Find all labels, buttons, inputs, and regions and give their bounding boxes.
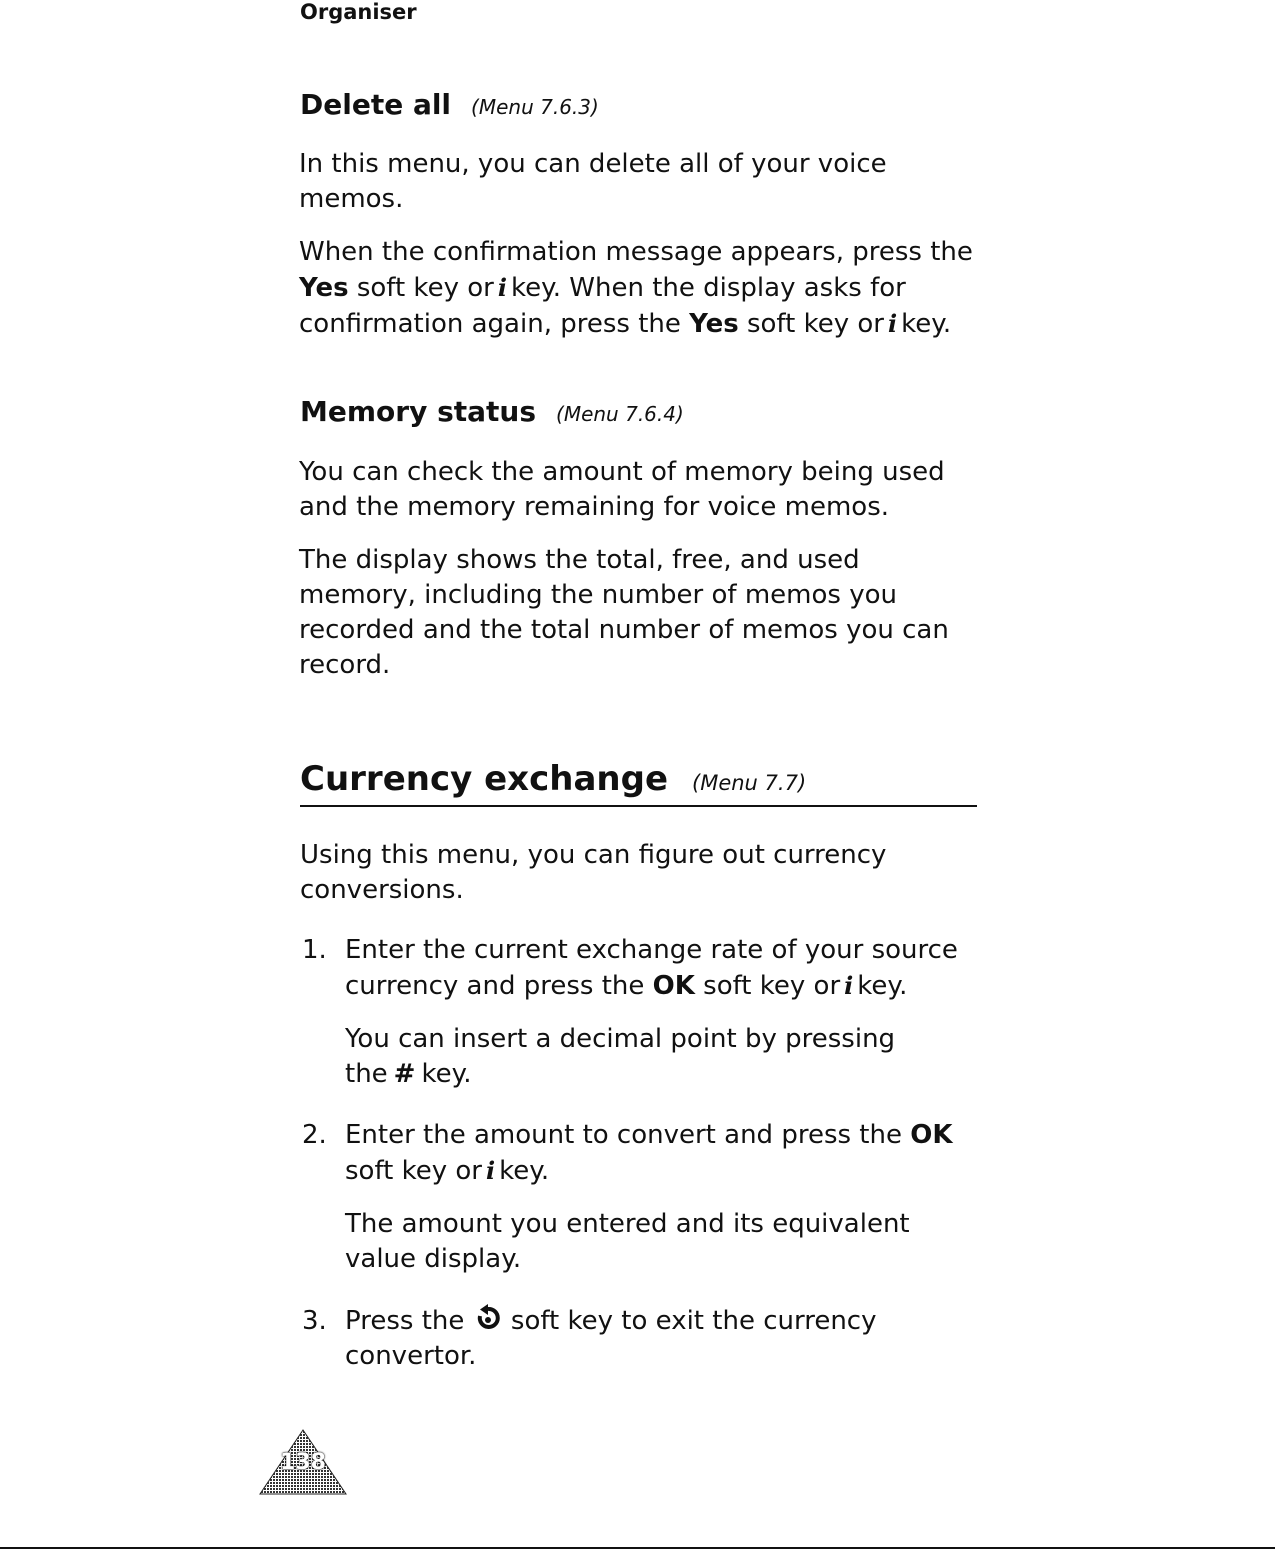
page-number: 138: [280, 1450, 326, 1475]
step-2-note: The amount you entered and its equivalent value display.: [345, 1209, 910, 1274]
delete-all-para-2: When the confirmation message appears, press the Yes soft key or i key. When the display asks for confirmation again, press the Yes soft key or i key.: [299, 237, 973, 339]
hash-key-icon: #: [393, 1059, 416, 1089]
i-key-icon: i: [497, 273, 507, 302]
memory-status-title: Memory status: [300, 395, 537, 428]
back-key-icon: [475, 1304, 501, 1332]
step-number: 3.: [302, 1306, 327, 1336]
ok-softkey-label: OK: [652, 971, 695, 1001]
i-key-icon: i: [844, 971, 854, 1000]
currency-exchange-title: Currency exchange: [300, 759, 669, 799]
step-1-text: Enter the current exchange rate of your source currency and press the OK soft key or i key.: [345, 935, 958, 1001]
section-rule: [300, 805, 977, 807]
i-key-icon: i: [485, 1156, 496, 1185]
currency-exchange-heading: [300, 759, 806, 799]
step-3-text: Press the soft key to exit the currency convertor.: [345, 1306, 877, 1371]
memory-status-menu-ref: (Menu 7.6.4): [556, 402, 684, 426]
currency-exchange-menu-ref: (Menu 7.7): [692, 771, 807, 795]
delete-all-menu-ref: (Menu 7.6.3): [471, 95, 599, 119]
step-number: 1.: [302, 935, 327, 965]
memory-status-heading: [300, 395, 684, 428]
yes-softkey-label: Yes: [689, 309, 739, 339]
step-number: 2.: [302, 1120, 327, 1150]
i-key-icon: i: [887, 309, 898, 338]
currency-exchange-intro: Using this menu, you can figure out currency conversions.: [300, 840, 887, 905]
step-1-note: You can insert a decimal point by pressing the # key.: [345, 1024, 896, 1089]
delete-all-title: Delete all: [300, 88, 452, 121]
delete-all-heading: [300, 88, 599, 121]
delete-all-para-1: In this menu, you can delete all of your voice memos.: [299, 149, 887, 214]
memory-status-para-2: The display shows the total, free, and used memory, including the number of memos you recorded and the total number of memos you can record.: [299, 545, 949, 680]
yes-softkey-label: Yes: [299, 273, 349, 303]
memory-status-para-1: You can check the amount of memory being used and the memory remaining for voice memos.: [299, 457, 945, 522]
step-2-text: Enter the amount to convert and press the OK soft key or i key.: [345, 1120, 953, 1186]
ok-softkey-label: OK: [910, 1120, 953, 1150]
running-head: Organiser: [300, 0, 417, 24]
